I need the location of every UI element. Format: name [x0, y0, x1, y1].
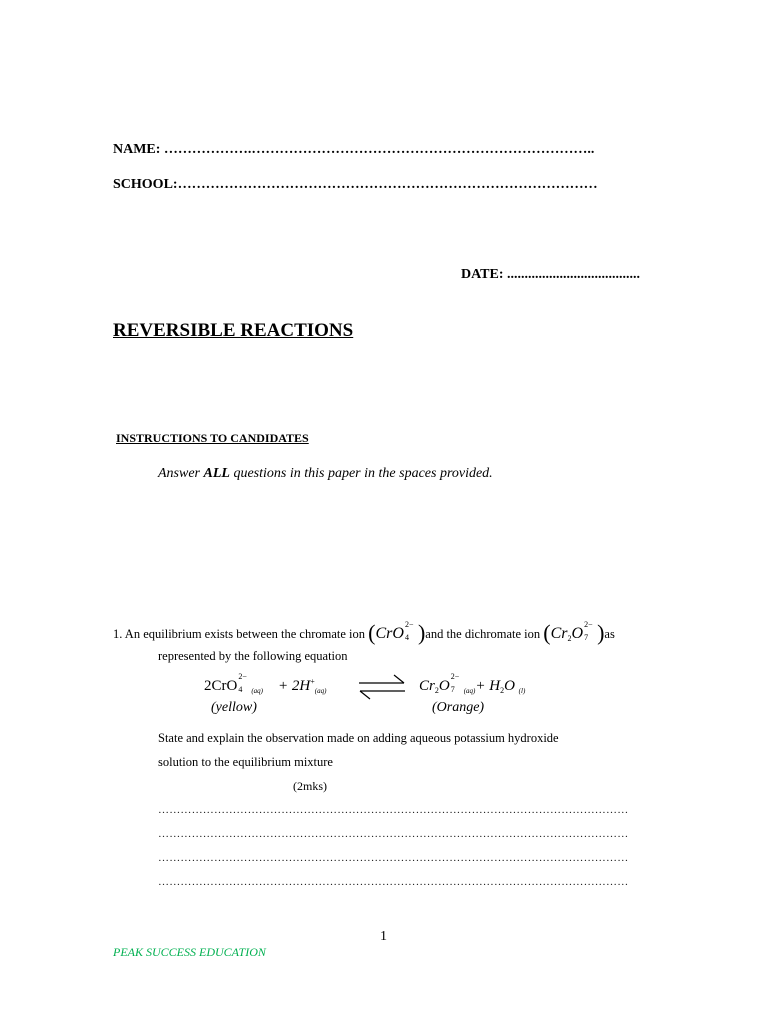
- eq-right-cr: Cr: [419, 678, 435, 694]
- page-number: 1: [380, 929, 387, 944]
- label-yellow: (yellow): [211, 700, 257, 715]
- eq-h-state: (aq): [314, 687, 327, 695]
- eq-right-cr-sub: 2: [434, 686, 439, 695]
- question-1-line-4: solution to the equilibrium mixture: [158, 755, 333, 769]
- q1-intro-c: as: [604, 627, 615, 641]
- question-1-line-3: State and explain the observation made on adding aqueous potassium hydroxide: [158, 731, 559, 745]
- instructions-text-pre: Answer: [158, 466, 204, 481]
- instructions-text-post: questions in this paper in the spaces provided.: [229, 466, 493, 481]
- instructions-text: [158, 466, 493, 482]
- name-field-line[interactable]: NAME: ……………….………………………………………………………………..: [113, 142, 595, 157]
- equation-products: $Cr_2O$ 2− 7 $_{(aq)}+ H_2O$ $_{(l)}$: [419, 672, 526, 695]
- eq-left-state: (aq): [251, 687, 264, 695]
- eq-plus-water: + H: [475, 678, 501, 694]
- dichromate-ion-formula: ($Cr_2O$ 2− 7 ): [543, 620, 605, 645]
- eq-water-state: (l): [518, 687, 526, 695]
- marks-label: (2mks): [293, 779, 327, 793]
- label-orange: (Orange): [432, 700, 485, 715]
- answer-line[interactable]: ………………………………………………………………………………………………………………: [158, 828, 629, 840]
- question-1-line-2: represented by the following equation: [158, 649, 348, 663]
- footer-brand: PEAK SUCCESS EDUCATION: [113, 945, 266, 959]
- answer-line[interactable]: ………………………………………………………………………………………………………………: [158, 876, 629, 888]
- question-1-intro: [113, 620, 615, 646]
- eq-left-coeff: 2CrO: [204, 678, 238, 694]
- answer-line[interactable]: ………………………………………………………………………………………………………………: [158, 804, 629, 816]
- equation-reactants: 2CrO 2− 4 $_{(aq)}$ + $2H^+_{(aq)}$: [204, 672, 327, 695]
- eq-plus-h: + 2H: [278, 678, 311, 694]
- eq-right-o: O: [438, 678, 450, 694]
- equilibrium-arrow-icon: [357, 672, 407, 702]
- q1-intro-a: 1. An equilibrium exists between the chromate ion: [113, 627, 369, 641]
- eq-h-sup: +: [310, 677, 315, 686]
- date-field-line[interactable]: DATE: ......................................: [461, 267, 641, 282]
- eq-water-sub: 2: [500, 686, 505, 695]
- instructions-text-bold: ALL: [203, 466, 230, 481]
- page-title: REVERSIBLE REACTIONS: [113, 320, 354, 341]
- eq-water-o: O: [504, 678, 515, 694]
- school-field-line[interactable]: SCHOOL:………………………………………………………………………………: [113, 177, 598, 192]
- chromate-ion-formula: (CrO 2− 4 ): [368, 620, 426, 645]
- answer-line[interactable]: ………………………………………………………………………………………………………………: [158, 852, 629, 864]
- eq-right-state: (aq): [463, 687, 476, 695]
- q1-intro-b: and the dichromate ion: [425, 627, 544, 641]
- instructions-heading: INSTRUCTIONS TO CANDIDATES: [116, 431, 309, 445]
